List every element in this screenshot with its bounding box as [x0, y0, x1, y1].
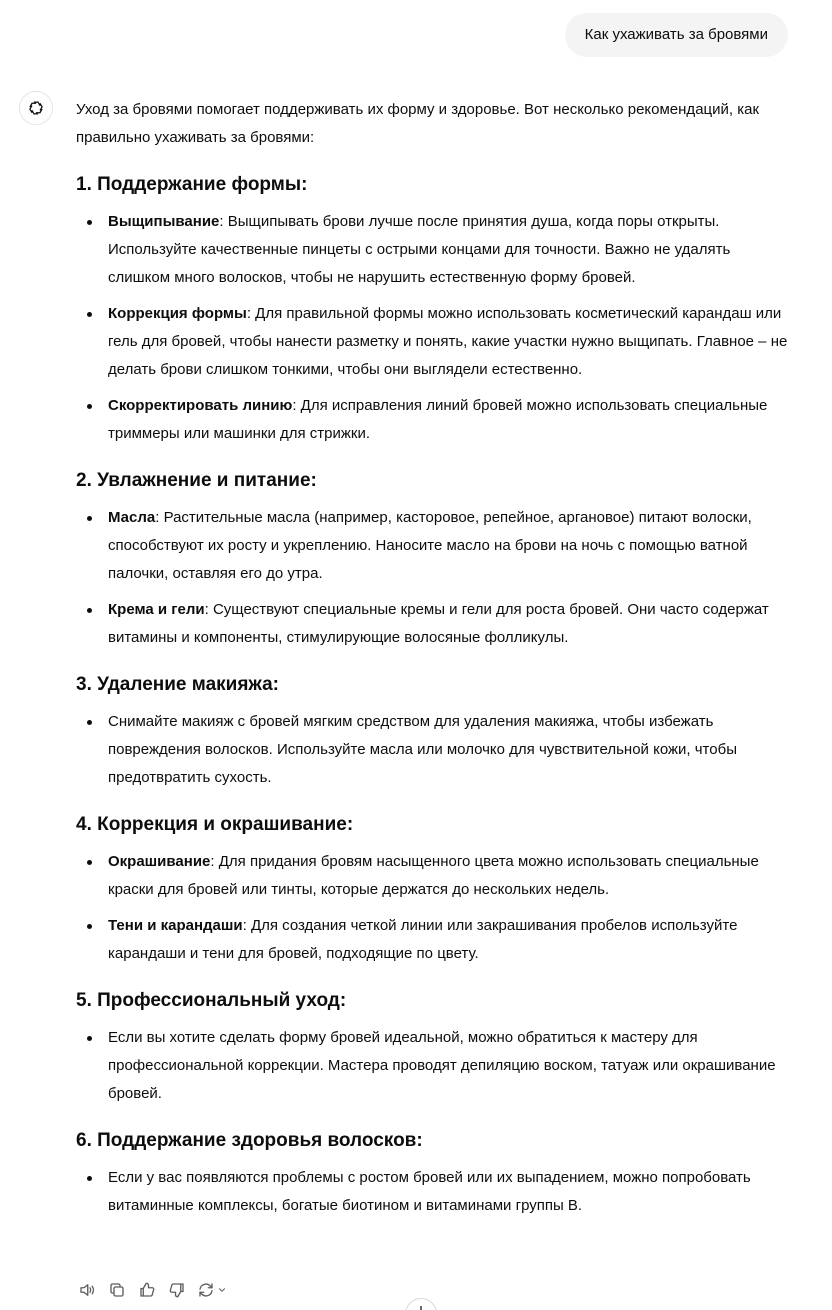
scroll-down-button[interactable]: [405, 1298, 437, 1310]
list-item: [76, 1164, 792, 1220]
copy-button[interactable]: [107, 1280, 127, 1300]
list-item: [76, 596, 792, 652]
section-heading: 5. Профессиональный уход:: [76, 990, 347, 1011]
thumbs-down-icon: [168, 1281, 186, 1299]
thumbs-up-icon: [138, 1281, 156, 1299]
list-item: [76, 708, 792, 792]
section-heading: 4. Коррекция и окрашивание:: [76, 814, 354, 835]
list-item: [76, 912, 792, 968]
list-item-term: Выщипывание: [108, 213, 220, 230]
answer-section: [76, 986, 792, 1108]
section-heading: 2. Увлажнение и питание:: [76, 470, 317, 491]
bullet-list: [76, 208, 792, 448]
answer-intro: Уход за бровями помогает поддерживать их форму и здоровье. Вот несколько рекомендаций, как правильно ухаживать за бровями:: [76, 101, 760, 146]
user-message-bubble: Как ухаживать за бровями: [565, 13, 788, 57]
list-item: [76, 208, 792, 292]
list-item-term: Окрашивание: [108, 853, 211, 870]
user-message-row: [565, 13, 788, 57]
answer-section: [76, 670, 792, 792]
list-item-text: Снимайте макияж с бровей мягким средством для удаления макияжа, чтобы избежать повреждения волосков. Используйте масла или молочко для чувствительной кожи, чтобы предотвратить сухость.: [108, 713, 737, 786]
list-item: [76, 504, 792, 588]
list-item: [76, 392, 792, 448]
answer-section: [76, 1126, 792, 1220]
list-item-term: Скорректировать линию: [108, 397, 293, 414]
list-item-text: : Растительные масла (например, касторовое, репейное, аргановое) питают волоски, способствуют их росту и укреплению. Наносите масло на брови на ночь с помощью ватной палочки, оставляя его до утра.: [108, 509, 752, 582]
list-item-term: Крема и гели: [108, 601, 205, 618]
like-button[interactable]: [137, 1280, 157, 1300]
regenerate-button[interactable]: [197, 1281, 227, 1299]
speaker-icon: [78, 1281, 96, 1299]
list-item: [76, 1024, 792, 1108]
section-heading: 6. Поддержание здоровья волосков:: [76, 1130, 423, 1151]
dislike-button[interactable]: [167, 1280, 187, 1300]
bullet-list: [76, 708, 792, 792]
list-item-text: : Для исправления линий бровей можно использовать специальные триммеры или машинки для стрижки.: [108, 397, 768, 442]
assistant-message: [76, 96, 792, 1228]
list-item: [76, 300, 792, 384]
assistant-avatar: [19, 91, 53, 125]
list-item-term: Коррекция формы: [108, 305, 247, 322]
list-item-text: : Для создания четкой линии или закрашивания пробелов используйте карандаши и тени для бровей, подходящие по цвету.: [108, 917, 738, 962]
regenerate-icon: [197, 1281, 215, 1299]
section-heading: 1. Поддержание формы:: [76, 174, 308, 195]
list-item-text: : Выщипывать брови лучше после принятия душа, когда поры открыты. Используйте качественные пинцеты с острыми концами для точности. Важно не удалять слишком много волосков, чтобы не нарушить естественную форму бровей.: [108, 213, 731, 286]
bullet-list: [76, 1164, 792, 1220]
list-item-term: Масла: [108, 509, 156, 526]
openai-logo-icon: [26, 98, 46, 118]
list-item-text: : Для придания бровям насыщенного цвета можно использовать специальные краски для бровей или тинты, которые держатся до нескольких недель.: [108, 853, 759, 898]
list-item-text: Если у вас появляются проблемы с ростом бровей или их выпадением, можно попробовать витаминные комплексы, богатые биотином и витаминами группы B.: [108, 1169, 751, 1214]
chevron-down-icon: [217, 1285, 227, 1295]
answer-section: [76, 466, 792, 652]
list-item: [76, 848, 792, 904]
list-item-text: : Для правильной формы можно использовать косметический карандаш или гель для бровей, чтобы нанести разметку и понять, какие участки нужно выщипать. Главное – не делать брови слишком тонкими, чтобы они выглядели естественно.: [108, 305, 788, 378]
answer-section: [76, 810, 792, 968]
list-item-text: : Существуют специальные кремы и гели для роста бровей. Они часто содержат витамины и компоненты, стимулирующие волосяные фолликулы.: [108, 601, 769, 646]
answer-sections: [76, 170, 792, 1220]
list-item-term: Тени и карандаши: [108, 917, 243, 934]
list-item-text: Если вы хотите сделать форму бровей идеальной, можно обратиться к мастеру для профессиональной коррекции. Мастера проводят депиляцию воском, татуаж или окрашивание бровей.: [108, 1029, 776, 1102]
answer-section: [76, 170, 792, 448]
message-action-bar: [77, 1280, 227, 1300]
read-aloud-button[interactable]: [77, 1280, 97, 1300]
arrow-down-icon: [415, 1305, 427, 1310]
bullet-list: [76, 1024, 792, 1108]
bullet-list: [76, 848, 792, 968]
copy-icon: [108, 1281, 126, 1299]
bullet-list: [76, 504, 792, 652]
section-heading: 3. Удаление макияжа:: [76, 674, 280, 695]
